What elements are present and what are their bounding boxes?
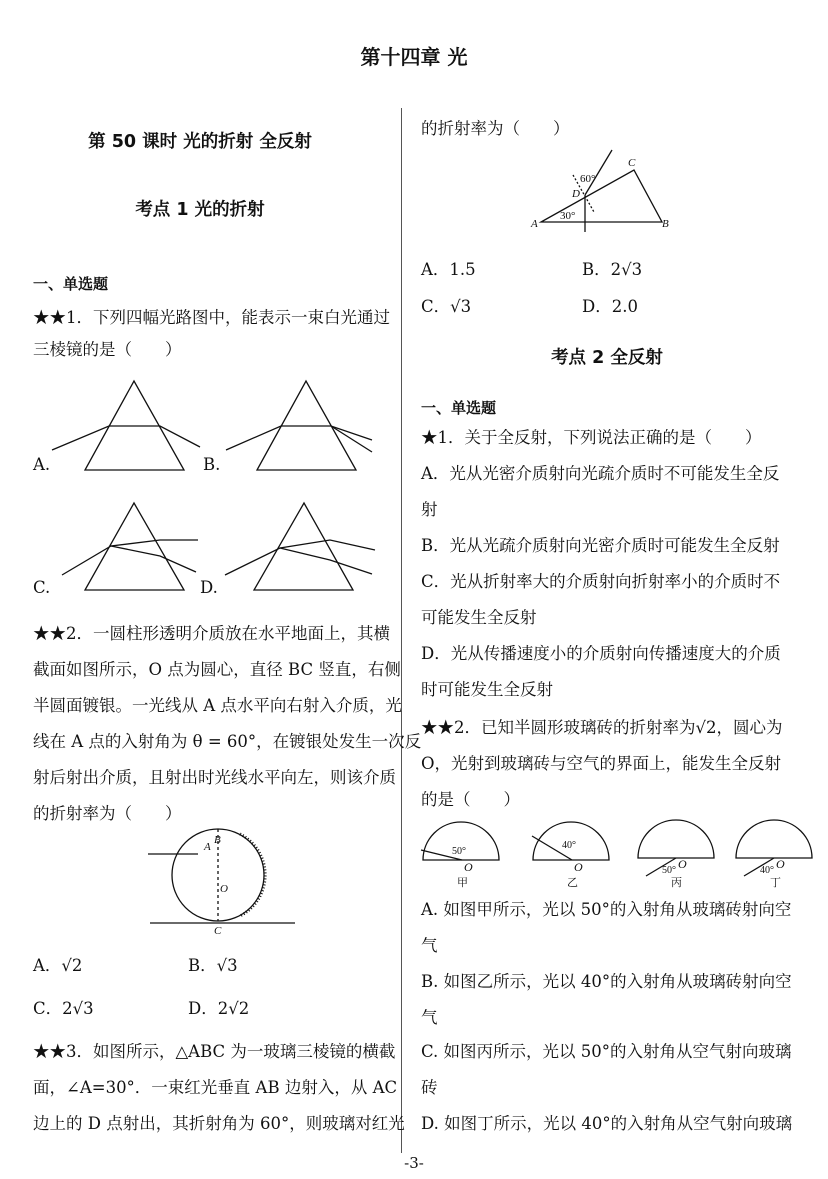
part-heading: 一、单选题: [421, 399, 497, 417]
option-line: A. 如图甲所示，光以 50°的入射角从玻璃砖射向空: [421, 900, 792, 919]
label-a: A: [204, 841, 211, 853]
figure-caption: 乙: [567, 877, 578, 889]
question-line: 时可能发生全反射: [421, 680, 553, 699]
question-line: 半圆面镀银。一光线从 A 点水平向右射入介质，光: [33, 696, 402, 715]
question-line: ★★3．如图所示，△ABC 为一玻璃三棱镜的横截: [33, 1042, 396, 1061]
question-line: C．光从折射率大的介质射向折射率小的介质时不: [421, 572, 781, 591]
angle-label: 50°: [662, 865, 676, 876]
center-label: O: [776, 857, 785, 871]
question-line: 面，∠A=30°．一束红光垂直 AB 边射入，从 AC: [33, 1078, 398, 1097]
question-line: D．光从传播速度小的介质射向传播速度大的介质: [421, 644, 781, 663]
center-label: O: [464, 860, 473, 874]
question-line: 边上的 D 点射出，其折射角为 60°，则玻璃对红光: [33, 1114, 405, 1133]
option-line: 砖: [421, 1078, 438, 1097]
option-c: C．2√3: [33, 999, 94, 1018]
lesson-title: 第 50 课时 光的折射 全反射: [88, 132, 312, 152]
page-number: -3-: [404, 1154, 424, 1172]
label-a: A: [531, 218, 538, 230]
label-60: 60°: [580, 173, 596, 185]
option-d-label: D.: [200, 578, 218, 597]
option-line: 气: [421, 1008, 438, 1027]
figure-caption: 甲: [457, 877, 468, 889]
option-line: B. 如图乙所示，光以 40°的入射角从玻璃砖射向空: [421, 972, 792, 991]
center-label: O: [678, 857, 687, 871]
label-c: C: [628, 157, 636, 169]
column-divider: [401, 108, 402, 1153]
option-line: 气: [421, 936, 438, 955]
option-a: A．√2: [33, 956, 83, 975]
label-30: 30°: [560, 210, 576, 222]
option-d: D．2√2: [188, 999, 250, 1018]
section-title-2: 考点 2 全反射: [551, 348, 663, 368]
question-line: 射后射出介质，且射出时光线水平向左，则该介质: [33, 768, 396, 787]
question-line: 的是（ ）: [421, 790, 520, 809]
question-line: 截面如图所示，O 点为圆心，直径 BC 竖直，右侧: [33, 660, 401, 679]
option-line: D. 如图丁所示，光以 40°的入射角从空气射向玻璃: [421, 1114, 793, 1133]
question-line: 的折射率为（ ）: [33, 804, 182, 823]
option-line: C. 如图丙所示，光以 50°的入射角从空气射向玻璃: [421, 1042, 792, 1061]
question-line: 可能发生全反射: [421, 608, 537, 627]
figure-caption: 丙: [671, 877, 682, 889]
angle-label: 40°: [760, 865, 774, 876]
question-line: 三棱镜的是（ ）: [33, 340, 182, 359]
question-line: ★1．关于全反射，下列说法正确的是（ ）: [421, 428, 762, 447]
question-line: ★★2．一圆柱形透明介质放在水平地面上，其横: [33, 624, 390, 643]
question-line: 的折射率为（ ）: [421, 119, 570, 138]
angle-label: 40°: [562, 840, 576, 851]
option-c: C．√3: [421, 297, 472, 316]
option-d: D．2.0: [582, 297, 638, 316]
label-o: O: [220, 883, 228, 895]
question-line: ★★2．已知半圆形玻璃砖的折射率为√2，圆心为: [421, 718, 783, 737]
center-label: O: [574, 860, 583, 874]
question-line: A．光从光密介质射向光疏介质时不可能发生全反: [421, 464, 780, 483]
label-b: B: [662, 218, 669, 230]
section-title-1: 考点 1 光的折射: [135, 200, 265, 220]
option-b: B．√3: [188, 956, 238, 975]
figure-caption: 丁: [770, 877, 781, 889]
label-b: B: [214, 834, 221, 846]
question-line: O，光射到玻璃砖与空气的界面上，能发生全反射: [421, 754, 782, 773]
option-a: A．1.5: [421, 260, 476, 279]
question-line: 线在 A 点的入射角为 θ = 60°，在镀银处发生一次反: [33, 732, 422, 751]
option-c-label: C.: [33, 578, 51, 597]
label-d: D: [572, 188, 580, 200]
question-line: B．光从光疏介质射向光密介质时可能发生全反射: [421, 536, 780, 555]
option-b: B．2√3: [582, 260, 643, 279]
question-line: ★★1．下列四幅光路图中，能表示一束白光通过: [33, 308, 390, 327]
label-c: C: [214, 925, 222, 937]
chapter-title: 第十四章 光: [360, 45, 468, 69]
option-a-label: A.: [33, 455, 51, 474]
question-line: 射: [421, 500, 438, 519]
part-heading: 一、单选题: [33, 275, 109, 293]
option-b-label: B.: [203, 455, 221, 474]
angle-label: 50°: [452, 846, 466, 857]
